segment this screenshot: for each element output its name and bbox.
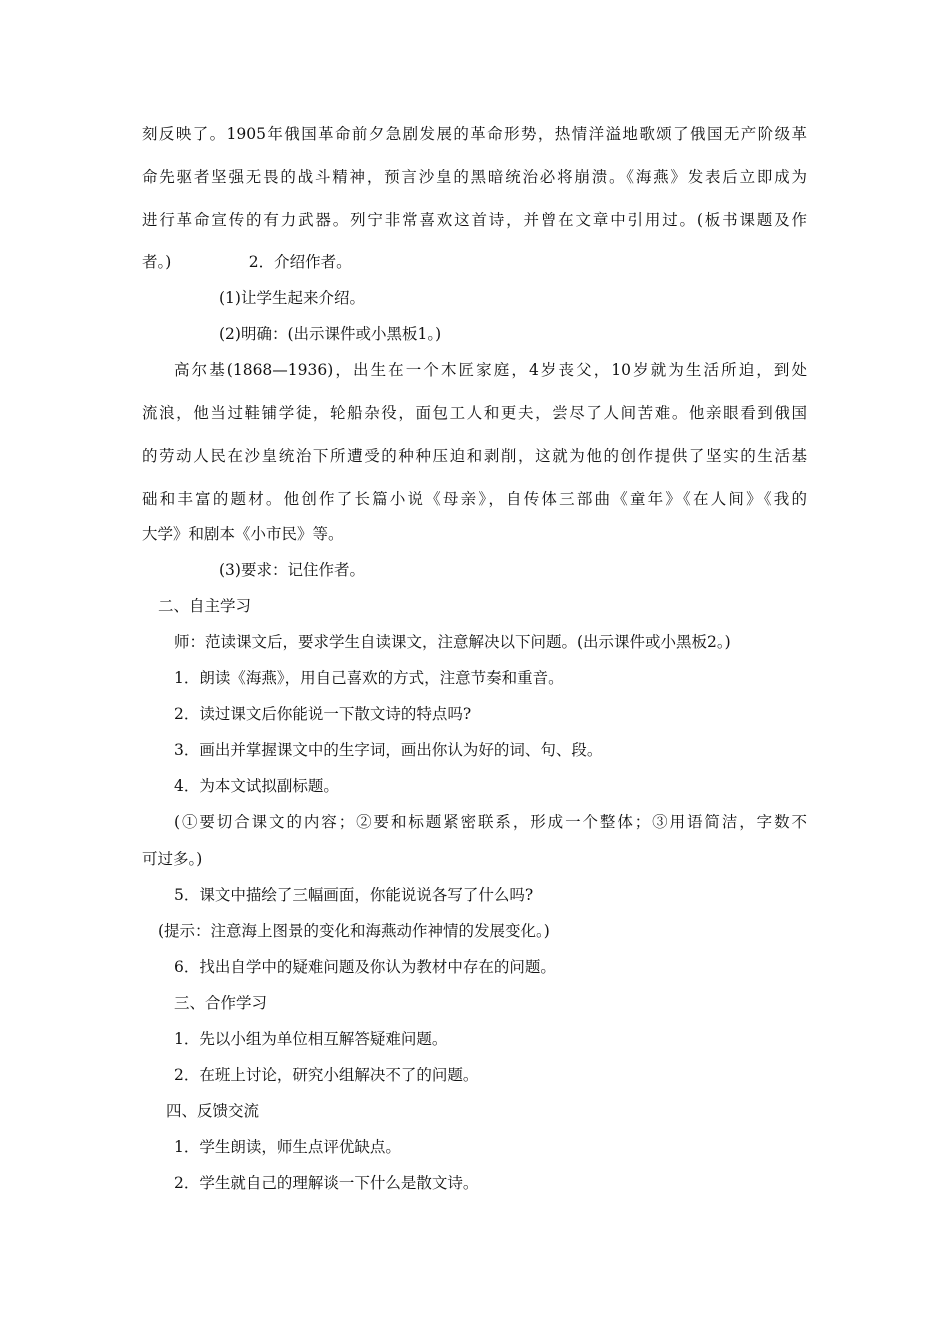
section-heading: 三、合作学习 [174,994,268,1012]
paragraph-line: 大学》和剧本《小市民》等。 [142,525,344,543]
list-item: 1．学生朗读，师生点评优缺点。 [174,1138,401,1156]
list-item: (2)明确：(出示课件或小黑板1。) [219,325,442,343]
list-item: 5．课文中描绘了三幅画面，你能说说各写了什么吗? [174,886,534,904]
list-item: 1．先以小组为单位相互解答疑难问题。 [174,1030,448,1048]
paragraph-line: 流浪，他当过鞋铺学徒，轮船杂役，面包工人和更夫，尝尽了人间苦难。他亲眼看到俄国 [142,404,807,422]
paragraph-line: 的劳动人民在沙皇统治下所遭受的种种压迫和剥削，这就为他的创作提供了坚实的生活基 [142,447,807,465]
list-item: 6．找出自学中的疑难问题及你认为教材中存在的问题。 [174,958,556,976]
list-item: 2．学生就自己的理解谈一下什么是散文诗。 [174,1174,479,1192]
list-item: 2．读过课文后你能说一下散文诗的特点吗? [174,705,472,723]
paragraph-line: 刻反映了。1905年俄国革命前夕急剧发展的革命形势，热情洋溢地歌颂了俄国无产阶级革 [142,125,807,143]
list-item: 1．朗读《海燕》，用自己喜欢的方式，注意节奏和重音。 [174,669,564,687]
paragraph-line: 者。) 2．介绍作者。 [142,253,352,271]
paragraph-line: (提示：注意海上图景的变化和海燕动作神情的发展变化。) [158,922,550,940]
paragraph-line: 师：范读课文后，要求学生自读课文，注意解决以下问题。(出示课件或小黑板2。) [174,633,731,651]
paragraph-line: 进行革命宣传的有力武器。列宁非常喜欢这首诗，并曾在文章中引用过。(板书课题及作 [142,211,807,229]
list-item: 4．为本文试拟副标题。 [174,777,339,795]
list-item: 2．在班上讨论，研究小组解决不了的问题。 [174,1066,479,1084]
list-item: (3)要求：记住作者。 [219,561,365,579]
section-heading: 四、反馈交流 [166,1102,260,1120]
paragraph-line: 可过多。) [142,850,203,868]
paragraph-line: 高尔基(1868—1936)，出生在一个木匠家庭，4岁丧父，10岁就为生活所迫，到处 [174,361,807,379]
list-item: (1)让学生起来介绍。 [219,289,365,307]
paragraph-line: 础和丰富的题材。他创作了长篇小说《母亲》，自传体三部曲《童年》《在人间》《我的 [142,490,807,508]
paragraph-line: (①要切合课文的内容；②要和标题紧密联系，形成一个整体；③用语简洁，字数不 [174,813,807,831]
section-heading: 二、自主学习 [158,597,252,615]
paragraph-line: 命先驱者坚强无畏的战斗精神，预言沙皇的黑暗统治必将崩溃。《海燕》发表后立即成为 [142,168,807,186]
list-item: 3．画出并掌握课文中的生字词，画出你认为好的词、句、段。 [174,741,603,759]
